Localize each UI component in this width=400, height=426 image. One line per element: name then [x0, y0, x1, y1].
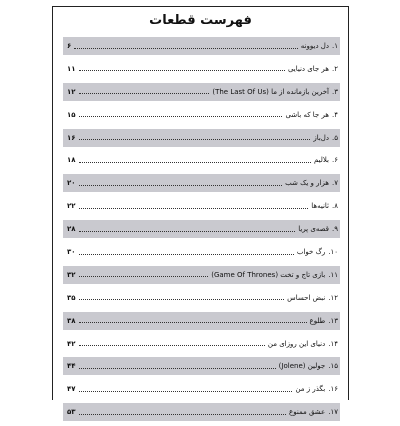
leader-dots	[79, 391, 293, 392]
page-number: ۱۵	[67, 110, 76, 119]
item-number: ۱۳.	[328, 316, 338, 325]
toc-row	[63, 151, 340, 169]
page-number: ۳۵	[67, 293, 76, 302]
toc-row	[63, 220, 340, 238]
toc-row	[63, 83, 340, 101]
page-number: ۴۴	[67, 362, 76, 371]
item-number: ۱۶.	[328, 385, 338, 394]
toc-row	[63, 289, 340, 307]
item-title: هر جای دنیایی	[287, 64, 329, 73]
leader-dots	[74, 48, 298, 49]
item-title: طلوع	[309, 316, 326, 325]
item-title: رگ خواب	[296, 248, 326, 257]
leader-dots	[79, 162, 311, 163]
toc-row	[63, 174, 340, 192]
item-number: ۱۱.	[328, 270, 338, 279]
leader-dots	[79, 70, 285, 71]
toc-row	[63, 312, 340, 330]
page-number: ۵۳	[67, 408, 76, 417]
item-number: ۷.	[332, 179, 338, 188]
leader-dots	[79, 345, 265, 346]
page-number: ۴۷	[67, 385, 76, 394]
page-number: ۴۲	[67, 339, 76, 348]
item-number: ۱۷.	[328, 408, 338, 417]
page-number: ۳۲	[67, 270, 76, 279]
leader-dots	[79, 322, 307, 323]
leader-dots	[79, 254, 294, 255]
toc-row	[63, 335, 340, 353]
toc-row	[63, 129, 340, 147]
item-title: هزار و یک شب	[285, 179, 329, 188]
toc-row	[63, 197, 340, 215]
item-number: ۱۲.	[328, 293, 338, 302]
toc-list	[63, 37, 340, 426]
toc-row	[63, 357, 340, 375]
item-title: دل‌باز	[313, 133, 329, 142]
item-title: بگذر ز من	[295, 385, 326, 394]
page-number: ۱۱	[67, 64, 76, 73]
item-title: دنیای این روزای من	[267, 339, 326, 348]
leader-dots	[79, 208, 309, 209]
page-number: ۲۲	[67, 202, 76, 211]
item-number: ۱۵.	[328, 362, 338, 371]
item-title: آخرین بازمانده از ما (The Last Of Us)	[212, 87, 329, 96]
page-number: ۱۲	[67, 87, 76, 96]
item-title: دل دیوونه	[300, 42, 329, 50]
item-number: ۹.	[332, 225, 338, 234]
item-number: ۴.	[332, 110, 338, 119]
page-number: ۶	[67, 42, 72, 50]
toc-row	[63, 60, 340, 78]
toc-row	[63, 403, 340, 421]
item-title: نبض احساس	[287, 293, 326, 302]
item-title: عشق ممنوع	[289, 408, 326, 417]
item-number: ۶.	[332, 156, 338, 165]
page-number: ۱۶	[67, 133, 76, 142]
item-number: ۲.	[332, 64, 338, 73]
item-number: ۱.	[332, 42, 338, 50]
item-number: ۳.	[332, 87, 338, 96]
leader-dots	[79, 116, 283, 117]
toc-page	[52, 6, 349, 417]
leader-dots	[79, 231, 296, 232]
item-title: بلالیم	[313, 156, 329, 165]
leader-dots	[79, 139, 311, 140]
item-title: قصه‌ی پریا	[298, 225, 329, 234]
leader-dots	[79, 276, 209, 277]
page-number: ۳۰	[67, 248, 76, 257]
page-number: ۲۸	[67, 225, 76, 234]
leader-dots	[79, 299, 285, 300]
item-number: ۵.	[332, 133, 338, 142]
page-title: فهرست قطعات	[149, 13, 252, 28]
item-title: بازی تاج و تخت (Game Of Thrones)	[211, 270, 326, 279]
leader-dots	[79, 93, 210, 94]
toc-row	[63, 266, 340, 284]
page-number: ۳۸	[67, 316, 76, 325]
toc-row	[63, 243, 340, 261]
leader-dots	[79, 414, 287, 415]
leader-dots	[79, 368, 276, 369]
item-title: ثانیه‌ها	[311, 202, 329, 211]
item-title: هر جا که باشی	[285, 110, 329, 119]
item-number: ۸.	[332, 202, 338, 211]
toc-row	[63, 37, 340, 55]
page-number: ۲۰	[67, 179, 76, 188]
leader-dots	[79, 185, 283, 186]
item-title: جولین (Jolene)	[278, 362, 326, 371]
toc-row	[63, 380, 340, 398]
page-number: ۱۸	[67, 156, 76, 165]
item-number: ۱۰.	[328, 248, 338, 257]
item-number: ۱۴.	[328, 339, 338, 348]
toc-row	[63, 106, 340, 124]
